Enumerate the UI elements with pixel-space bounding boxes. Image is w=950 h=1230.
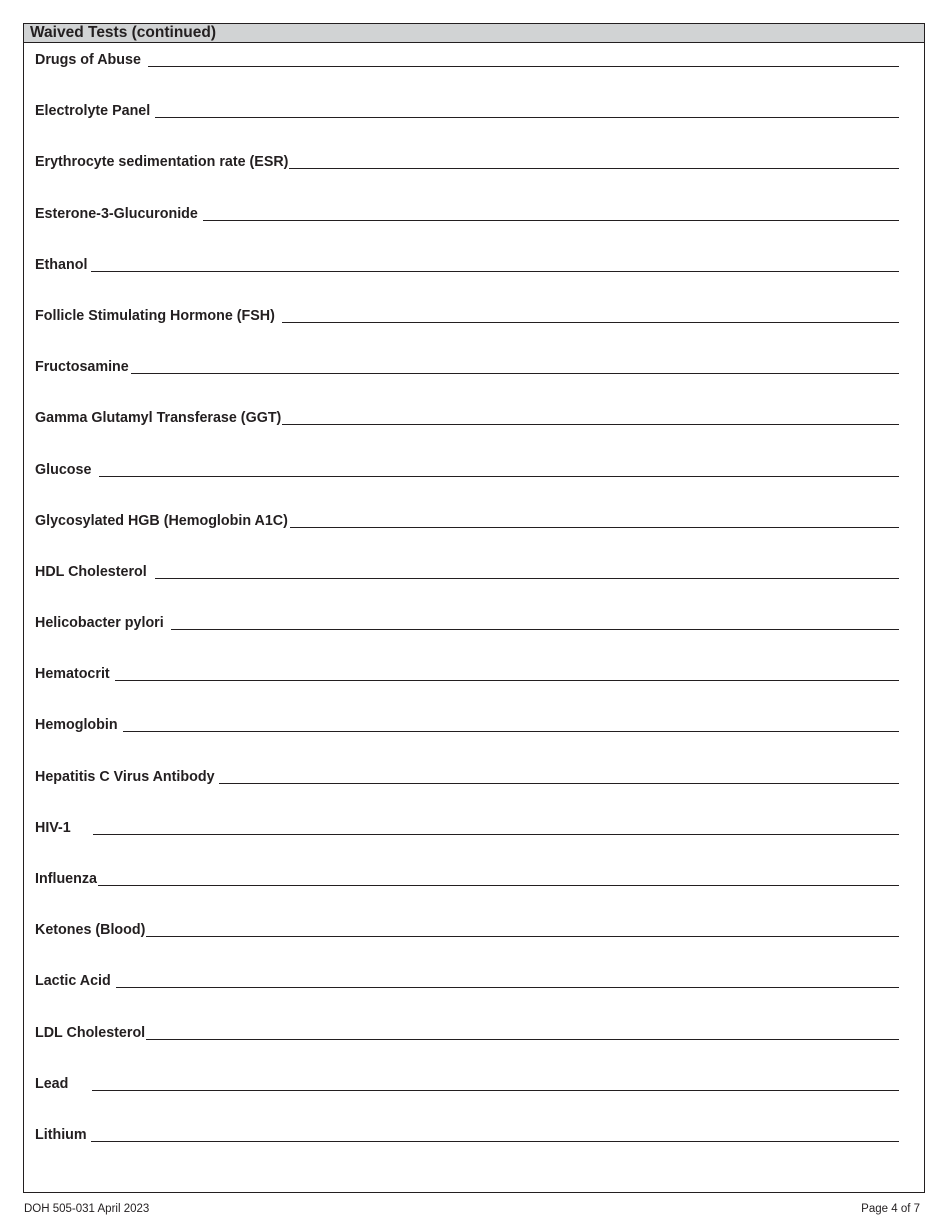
test-row-fsh — [35, 273, 899, 324]
test-label: Glycosylated HGB (Hemoglobin A1C) — [35, 512, 288, 529]
test-row-glucose — [35, 426, 899, 477]
test-row-ketones — [35, 887, 899, 938]
test-label: Lead — [35, 1075, 69, 1092]
test-entry-line[interactable] — [115, 680, 899, 681]
test-row-ldl-cholesterol — [35, 989, 899, 1040]
test-row-influenza — [35, 836, 899, 887]
test-label: Hemoglobin — [35, 717, 118, 734]
page-footer — [24, 1203, 920, 1215]
test-row-hemoglobin-a1c — [35, 478, 899, 529]
test-row-hematocrit — [35, 631, 899, 682]
test-entry-line[interactable] — [282, 322, 899, 323]
test-label: HIV-1 — [35, 819, 71, 836]
test-row-helicobacter-pylori — [35, 580, 899, 631]
waived-tests-form — [23, 23, 925, 1193]
test-entry-line[interactable] — [219, 783, 899, 784]
test-label: Fructosamine — [35, 359, 129, 376]
test-label: Esterone-3-Glucuronide — [35, 205, 198, 222]
test-entry-line[interactable] — [203, 220, 899, 221]
test-entry-line[interactable] — [116, 987, 899, 988]
test-label: Follicle Stimulating Hormone (FSH) — [35, 307, 275, 324]
test-label: Helicobacter pylori — [35, 615, 164, 632]
test-label: Glucose — [35, 461, 92, 478]
test-entry-line[interactable] — [91, 1141, 899, 1142]
test-row-hdl-cholesterol — [35, 529, 899, 580]
test-entry-line[interactable] — [282, 424, 899, 425]
test-entry-line[interactable] — [171, 629, 899, 630]
test-label: Ketones (Blood) — [35, 922, 146, 939]
test-entry-line[interactable] — [146, 936, 899, 937]
page-number: Page 4 of 7 — [861, 1203, 920, 1215]
test-label: Erythrocyte sedimentation rate (ESR) — [35, 154, 289, 171]
test-label: LDL Cholesterol — [35, 1024, 146, 1041]
test-label: Hepatitis C Virus Antibody — [35, 768, 215, 785]
test-label: Lithium — [35, 1126, 87, 1143]
test-label: Lactic Acid — [35, 973, 111, 990]
test-row-esr — [35, 119, 899, 170]
form-id: DOH 505-031 April 2023 — [24, 1203, 150, 1215]
test-row-ethanol — [35, 222, 899, 273]
test-label: Gamma Glutamyl Transferase (GGT) — [35, 410, 282, 427]
test-row-esterone — [35, 170, 899, 221]
section-header: Waived Tests (continued) — [24, 24, 924, 43]
test-label: Hematocrit — [35, 666, 110, 683]
test-row-hiv-1 — [35, 785, 899, 836]
test-label: Ethanol — [35, 256, 88, 273]
test-entry-line[interactable] — [146, 1039, 899, 1040]
test-entry-line[interactable] — [98, 885, 899, 886]
test-label: HDL Cholesterol — [35, 563, 147, 580]
test-list — [35, 52, 899, 1143]
test-row-electrolyte-panel — [35, 68, 899, 119]
test-entry-line[interactable] — [290, 527, 899, 528]
test-entry-line[interactable] — [155, 578, 899, 579]
test-entry-line[interactable] — [131, 373, 899, 374]
test-label: Electrolyte Panel — [35, 103, 151, 120]
test-row-lithium — [35, 1092, 899, 1143]
test-row-fructosamine — [35, 324, 899, 375]
test-entry-line[interactable] — [91, 271, 899, 272]
test-entry-line[interactable] — [92, 1090, 899, 1091]
test-row-hepatitis-c — [35, 733, 899, 784]
test-label: Drugs of Abuse — [35, 52, 141, 68]
test-entry-line[interactable] — [148, 66, 899, 67]
test-row-drugs-of-abuse — [35, 52, 899, 68]
test-entry-line[interactable] — [123, 731, 899, 732]
test-entry-line[interactable] — [289, 168, 899, 169]
test-label: Influenza — [35, 871, 97, 887]
test-entry-line[interactable] — [93, 834, 899, 835]
test-row-hemoglobin — [35, 682, 899, 733]
test-row-lactic-acid — [35, 938, 899, 989]
test-row-ggt — [35, 375, 899, 426]
test-entry-line[interactable] — [155, 117, 899, 118]
test-entry-line[interactable] — [99, 476, 899, 477]
test-row-lead — [35, 1041, 899, 1092]
